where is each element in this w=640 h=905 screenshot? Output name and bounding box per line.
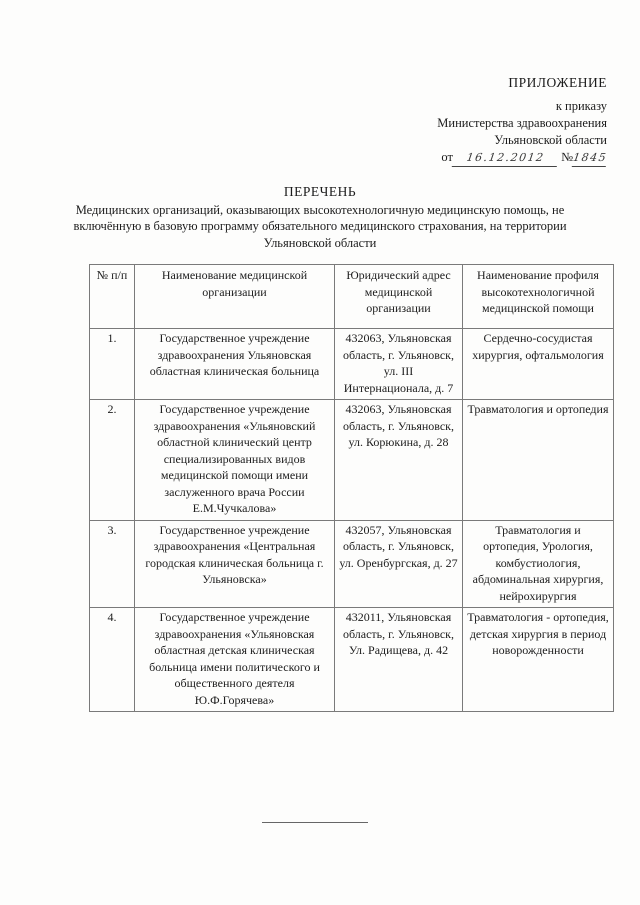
table-header-row	[90, 265, 614, 329]
row-name: Государственное учреждение здравоохранения «Ульяновская областная детская клиническая больница имени политического и общественного деятеля Ю.Ф.Горячева»	[135, 608, 335, 712]
order-date-line	[441, 149, 607, 167]
to-order-text: к приказу	[555, 99, 607, 113]
row-num: 4.	[90, 608, 135, 712]
header-num: № п/п	[90, 265, 135, 329]
document-title	[60, 184, 580, 251]
closing-divider	[262, 822, 368, 823]
title-heading: ПЕРЕЧЕНЬ	[283, 184, 357, 199]
table-row	[90, 329, 614, 400]
row-profile: Травматология и ортопедия, Урология, комбустиология, абдоминальная хирургия, нейрохирургия	[463, 520, 614, 608]
row-name: Государственное учреждение здравоохранения Ульяновская областная клиническая больница	[135, 329, 335, 400]
document-header	[437, 74, 607, 167]
table-row	[90, 400, 614, 521]
region-text: Ульяновской области	[494, 133, 607, 147]
header-profile: Наименование профиля высокотехнологичной медицинской помощи	[463, 265, 614, 329]
row-profile: Травматология - ортопедия, детская хирургия в период новорожденности	[463, 608, 614, 712]
row-address: 432057, Ульяновская область, г. Ульяновск, ул. Оренбургская, д. 27	[335, 520, 463, 608]
header-name: Наименование медицинской организации	[135, 265, 335, 329]
table-row	[90, 520, 614, 608]
title-subtitle: Медицинских организаций, оказывающих высокотехнологичную медицинскую помощь, не включённую в базовую программу обязательного медицинского страхования, на территории Ульяновской области	[73, 202, 567, 250]
row-num: 2.	[90, 400, 135, 521]
row-address: 432011, Ульяновская область, г. Ульяновск, Ул. Радищева, д. 42	[335, 608, 463, 712]
row-name: Государственное учреждение здравоохранения «Центральная городская клиническая больница г. Ульяновска»	[135, 520, 335, 608]
row-profile: Травматология и ортопедия	[463, 400, 614, 521]
organizations-table	[89, 264, 614, 712]
number-prefix: №	[561, 150, 573, 164]
row-address: 432063, Ульяновская область, г. Ульяновск, ул. III Интернационала, д. 7	[335, 329, 463, 400]
header-address: Юридический адрес медицинской организации	[335, 265, 463, 329]
row-num: 1.	[90, 329, 135, 400]
row-name: Государственное учреждение здравоохранения «Ульяновский областной клинический центр специализированных видов медицинской помощи имени заслуженного врача России Е.М.Чучкалова»	[135, 400, 335, 521]
row-profile: Сердечно-сосудистая хирургия, офтальмология	[463, 329, 614, 400]
row-address: 432063, Ульяновская область, г. Ульяновск, ул. Корюкина, д. 28	[335, 400, 463, 521]
date-prefix: от	[441, 150, 453, 164]
appendix-label: ПРИЛОЖЕНИЕ	[508, 75, 607, 90]
handwritten-date: 16.12.2012	[452, 149, 560, 167]
handwritten-number: 1845	[572, 149, 609, 167]
row-num: 3.	[90, 520, 135, 608]
ministry-text: Министерства здравоохранения	[437, 116, 607, 130]
table-row	[90, 608, 614, 712]
